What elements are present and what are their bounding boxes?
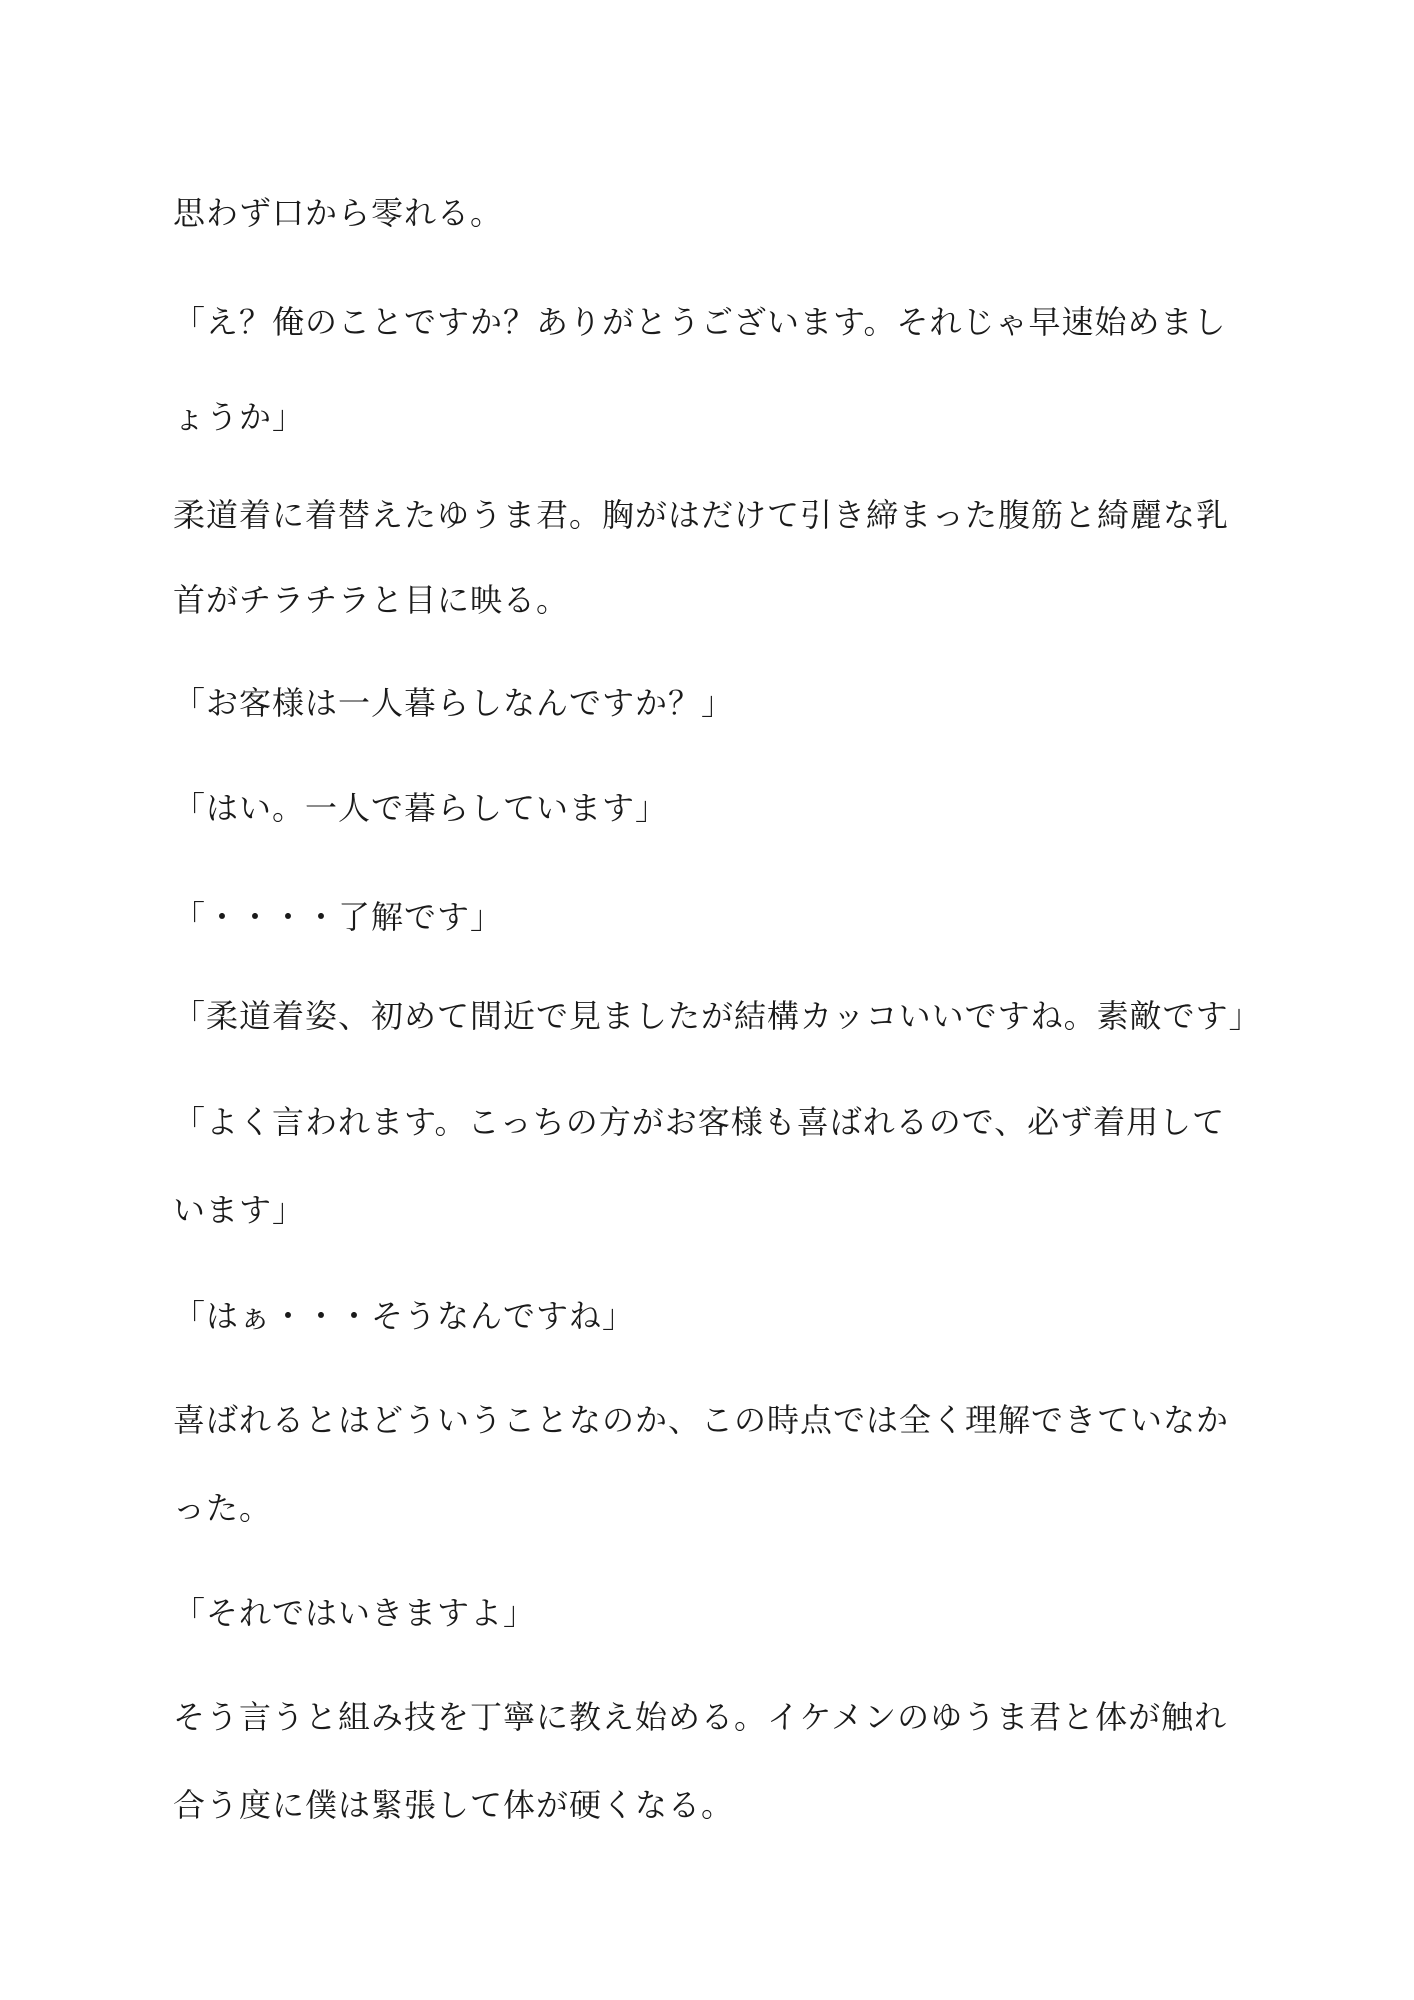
text-line: 喜ばれるとはどういうことなのか、この時点では全く理解できていなか [173, 1401, 1230, 1439]
text-line: 首がチラチラと目に映る。 [173, 581, 570, 619]
text-line: 「よく言われます。こっちの方がお客様も喜ばれるので、必ず着用して [173, 1103, 1226, 1141]
text-line: 「・・・・了解です」 [173, 898, 504, 936]
text-line: そう言うと組み技を丁寧に教え始める。イケメンのゆうま君と体が触れ [173, 1698, 1228, 1736]
text-line: 「お客様は一人暮らしなんですか？」 [173, 684, 735, 722]
text-line: った。 [173, 1489, 273, 1527]
text-line: 思わず口から零れる。 [173, 194, 504, 232]
text-line: 「え？俺のことですか？ありがとうございます。それじゃ早速始めまし [173, 303, 1227, 341]
text-line: ょうか」 [173, 398, 306, 436]
text-line: います」 [173, 1191, 306, 1229]
text-line: 合う度に僕は緊張して体が硬くなる。 [173, 1786, 735, 1824]
text-line: 柔道着に着替えたゆうま君。胸がはだけて引き締まった腹筋と綺麗な乳 [173, 496, 1230, 534]
text-line: 「それではいきますよ」 [173, 1594, 537, 1632]
text-line: 「はぁ・・・そうなんですね」 [173, 1297, 636, 1335]
text-line: 「柔道着姿、初めて間近で見ましたが結構カッコいいですね。素敵です」 [173, 997, 1262, 1035]
text-line: 「はい。一人で暮らしています」 [173, 789, 669, 827]
